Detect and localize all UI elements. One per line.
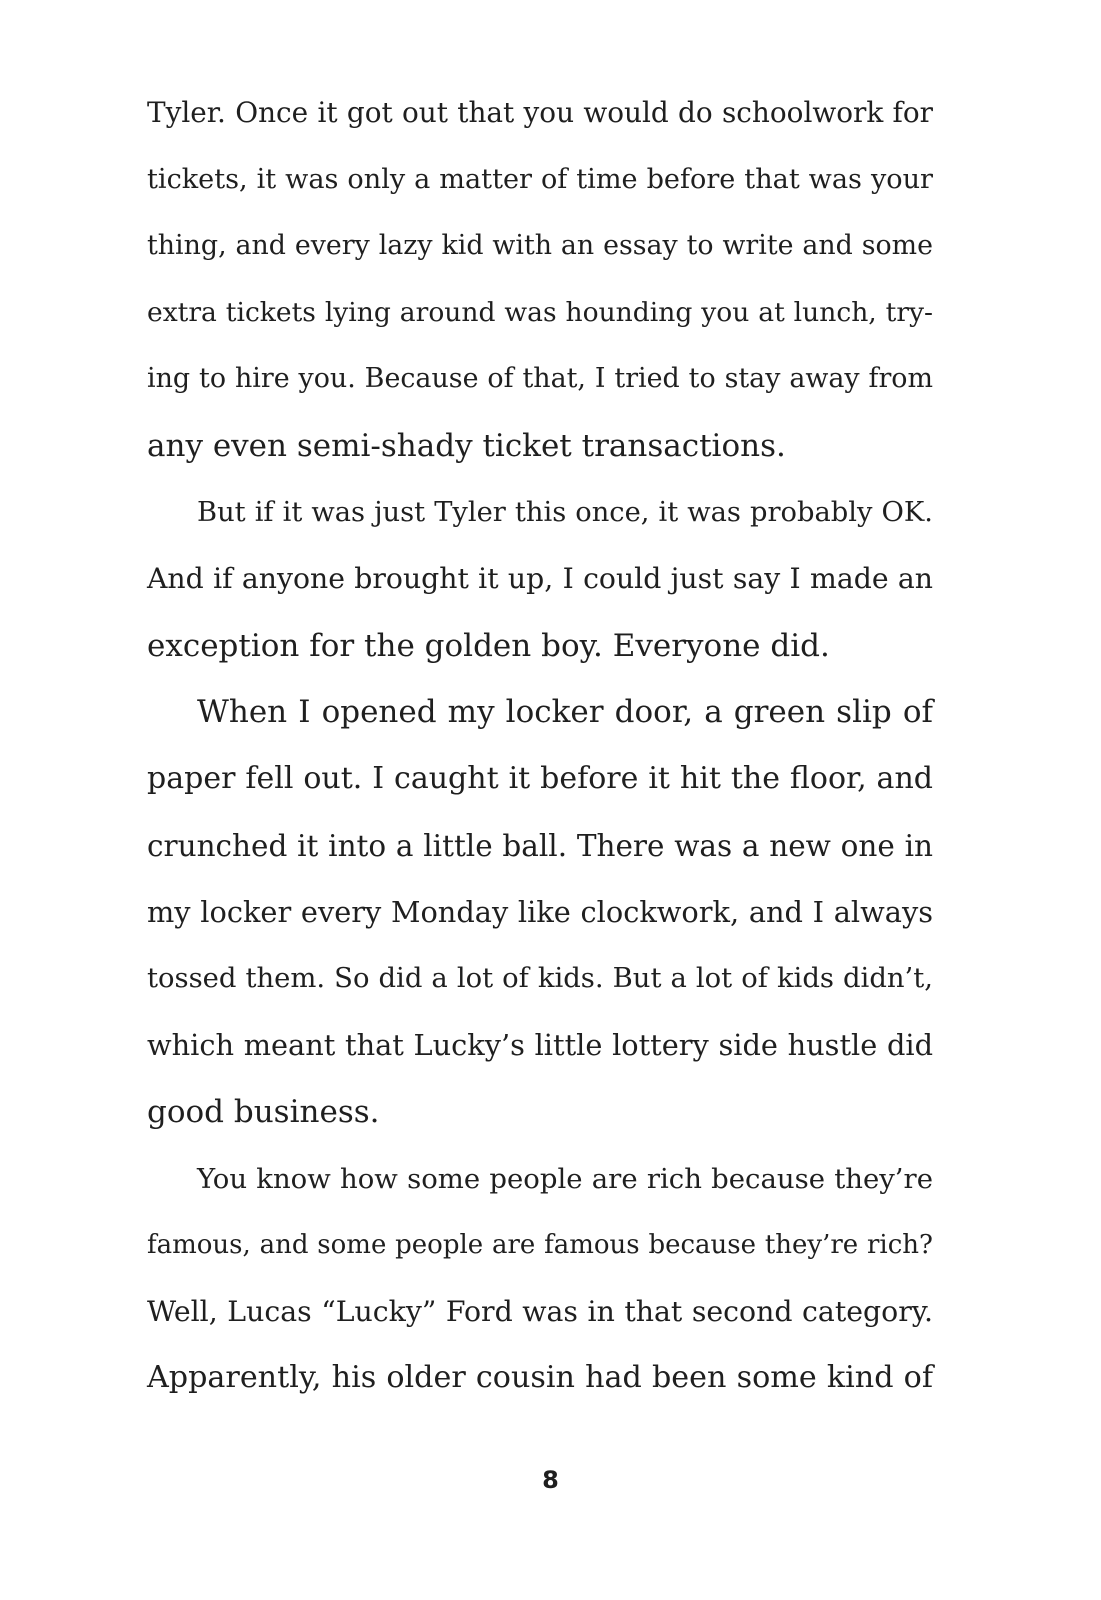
text-line: tossed them. So did a lot of kids. But a lot of kids didn’t,	[147, 962, 933, 994]
text-line: But if it was just Tyler this once, it was probably OK.	[197, 496, 933, 528]
text-line: tickets, it was only a matter of time before that was your	[147, 163, 933, 195]
text-line: When I opened my locker door, a green slip of	[197, 694, 933, 731]
text-line: Tyler. Once it got out that you would do schoolwork for	[147, 96, 933, 129]
text-line: famous, and some people are famous because they’re rich?	[147, 1230, 933, 1261]
text-line: ing to hire you. Because of that, I tried to stay away from	[147, 363, 933, 395]
text-line: Apparently, his older cousin had been some kind of	[147, 1360, 933, 1396]
text-line: thing, and every lazy kid with an essay to write and some	[147, 230, 933, 262]
text-line: which meant that Lucky’s little lottery side hustle did	[147, 1028, 933, 1063]
text-line: extra tickets lying around was hounding you at lunch, try-	[147, 296, 933, 328]
text-line: my locker every Monday like clockwork, and I always	[147, 895, 933, 930]
page-number: 8	[542, 1466, 559, 1494]
text-line: crunched it into a little ball. There was a new one in	[147, 828, 933, 863]
text-line: good business.	[147, 1093, 380, 1130]
text-line: You know how some people are rich because they’re	[197, 1162, 933, 1195]
text-line: Well, Lucas “Lucky” Ford was in that second category.	[147, 1294, 933, 1328]
text-line: paper fell out. I caught it before it hit the floor, and	[147, 760, 933, 796]
text-line: any even semi-shady ticket transactions.	[147, 427, 786, 464]
body-text	[147, 80, 933, 1412]
text-line: And if anyone brought it up, I could just say I made an	[147, 562, 933, 596]
text-line: exception for the golden boy. Everyone did.	[147, 627, 830, 664]
